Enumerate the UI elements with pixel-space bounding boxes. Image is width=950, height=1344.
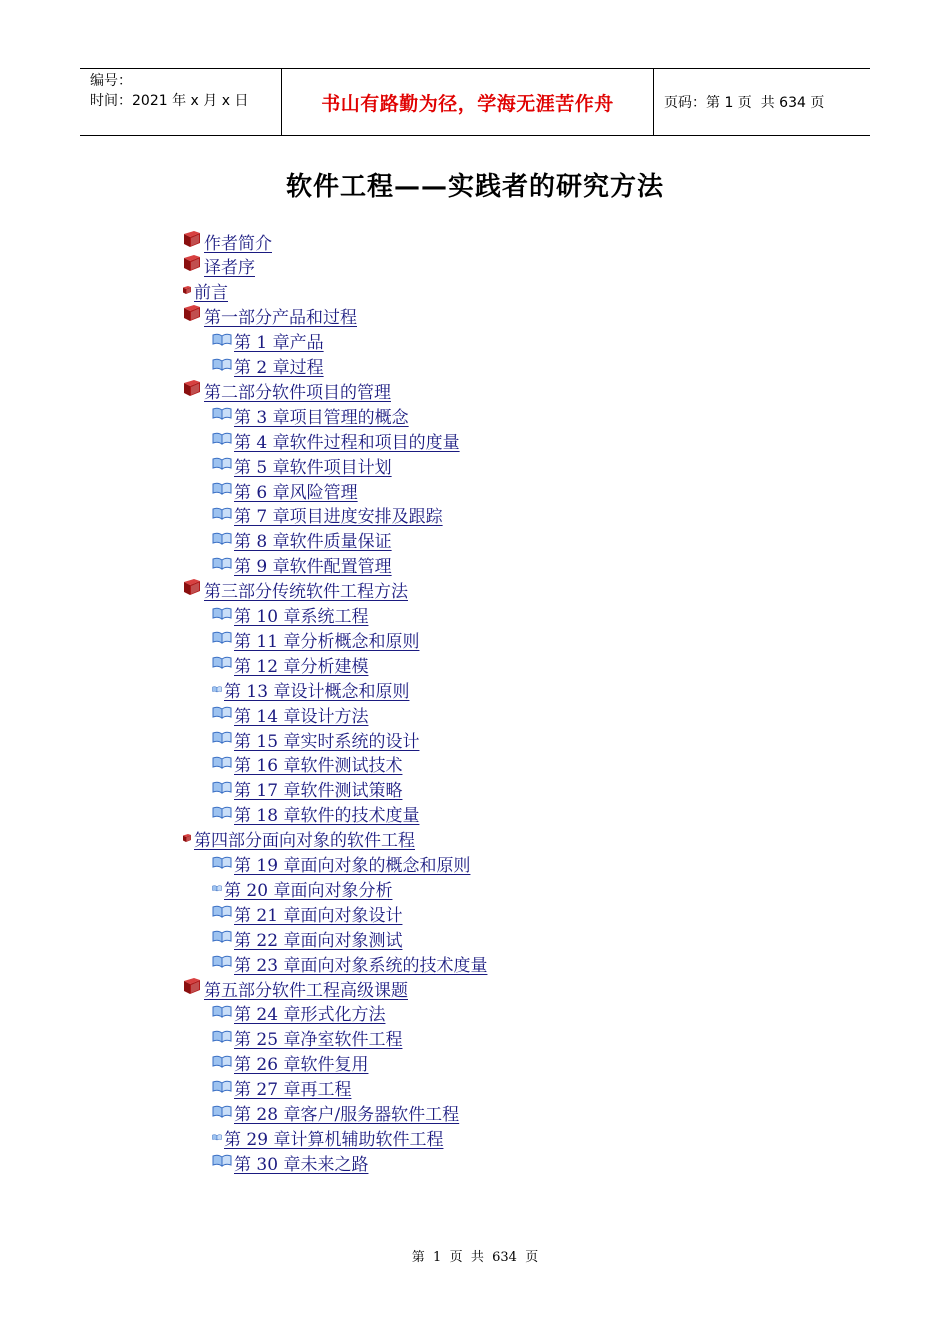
toc-link[interactable]: 第 25 章净室软件工程 bbox=[234, 1030, 403, 1051]
toc-chapter-entry[interactable] bbox=[212, 478, 358, 502]
toc-chapter-entry[interactable] bbox=[212, 1150, 368, 1174]
time-label: 时间：2021 年 x 月 x 日 bbox=[90, 93, 249, 109]
toc-chapter-entry[interactable] bbox=[212, 1076, 351, 1100]
toc-chapter-entry[interactable] bbox=[212, 901, 402, 925]
book-icon bbox=[182, 304, 202, 327]
open-book-icon bbox=[212, 1053, 232, 1073]
toc-chapter-entry[interactable] bbox=[212, 777, 402, 801]
open-book-icon bbox=[212, 405, 232, 425]
toc-chapter-entry[interactable] bbox=[212, 876, 392, 900]
open-book-icon bbox=[212, 654, 232, 674]
toc-link[interactable]: 第 18 章软件的技术度量 bbox=[234, 806, 420, 827]
toc-link[interactable]: 第 6 章风险管理 bbox=[234, 482, 358, 503]
toc-part-entry[interactable] bbox=[182, 378, 391, 402]
toc-link[interactable]: 第 29 章计算机辅助软件工程 bbox=[224, 1129, 444, 1150]
toc-link[interactable]: 第四部分面向对象的软件工程 bbox=[194, 831, 415, 852]
open-book-icon bbox=[212, 878, 222, 898]
number-label: 编号： bbox=[90, 73, 132, 89]
toc-chapter-entry[interactable] bbox=[212, 1125, 443, 1149]
toc-chapter-entry[interactable] bbox=[212, 453, 392, 477]
toc-part-entry[interactable] bbox=[182, 827, 415, 851]
open-book-icon bbox=[212, 530, 232, 550]
toc-link[interactable]: 作者简介 bbox=[204, 233, 272, 254]
open-book-icon bbox=[212, 605, 232, 625]
open-book-icon bbox=[212, 430, 232, 450]
toc-link[interactable]: 第 5 章软件项目计划 bbox=[234, 457, 392, 478]
toc-part-entry[interactable] bbox=[182, 254, 255, 278]
open-book-icon bbox=[212, 629, 232, 649]
toc-link[interactable]: 第 28 章客户/服务器软件工程 bbox=[234, 1105, 460, 1125]
open-book-icon bbox=[212, 854, 232, 874]
toc-link[interactable]: 前言 bbox=[194, 283, 228, 304]
open-book-icon bbox=[212, 804, 232, 824]
toc-link[interactable]: 第 13 章设计概念和原则 bbox=[224, 681, 410, 702]
toc-link[interactable]: 第 30 章未来之路 bbox=[234, 1154, 369, 1175]
toc-link[interactable]: 第 3 章项目管理的概念 bbox=[234, 407, 409, 428]
toc-chapter-entry[interactable] bbox=[212, 1026, 402, 1050]
open-book-icon bbox=[212, 455, 232, 475]
open-book-icon bbox=[212, 928, 232, 948]
toc-link[interactable]: 第 14 章设计方法 bbox=[234, 706, 369, 727]
toc-link[interactable]: 第 4 章软件过程和项目的度量 bbox=[234, 432, 460, 453]
toc-part-entry[interactable] bbox=[182, 304, 357, 328]
toc-part-entry[interactable] bbox=[182, 279, 228, 303]
open-book-icon bbox=[212, 1078, 232, 1098]
toc-link[interactable]: 第 22 章面向对象测试 bbox=[234, 930, 403, 951]
toc-link[interactable]: 第 2 章过程 bbox=[234, 358, 324, 378]
toc-chapter-entry[interactable] bbox=[212, 627, 419, 651]
toc-chapter-entry[interactable] bbox=[212, 652, 368, 676]
toc-link[interactable]: 译者序 bbox=[204, 258, 255, 279]
open-book-icon bbox=[212, 356, 232, 376]
toc-link[interactable]: 第一部分产品和过程 bbox=[204, 308, 357, 329]
toc-chapter-entry[interactable] bbox=[212, 702, 368, 726]
open-book-icon bbox=[212, 1028, 232, 1048]
toc-chapter-entry[interactable] bbox=[212, 354, 324, 378]
toc-link[interactable]: 第 27 章再工程 bbox=[234, 1080, 352, 1101]
toc-link[interactable]: 第 11 章分析概念和原则 bbox=[234, 631, 420, 652]
open-book-icon bbox=[212, 754, 232, 774]
open-book-icon bbox=[212, 679, 222, 699]
toc-link[interactable]: 第 23 章面向对象系统的技术度量 bbox=[234, 955, 488, 976]
toc-chapter-entry[interactable] bbox=[212, 1051, 368, 1075]
open-book-icon bbox=[212, 1003, 232, 1023]
open-book-icon bbox=[212, 1152, 232, 1172]
toc-link[interactable]: 第 7 章项目进度安排及跟踪 bbox=[234, 507, 443, 528]
toc-chapter-entry[interactable] bbox=[212, 677, 409, 701]
toc-chapter-entry[interactable] bbox=[212, 802, 419, 826]
toc-chapter-entry[interactable] bbox=[212, 553, 392, 577]
open-book-icon bbox=[212, 903, 232, 923]
header-page-info bbox=[654, 69, 870, 135]
open-book-icon bbox=[212, 1127, 222, 1147]
toc-chapter-entry[interactable] bbox=[212, 428, 460, 452]
open-book-icon bbox=[212, 555, 232, 575]
open-book-icon bbox=[212, 480, 232, 500]
toc-chapter-entry[interactable] bbox=[212, 1001, 385, 1025]
toc-part-entry[interactable] bbox=[182, 229, 272, 253]
open-book-icon bbox=[212, 704, 232, 724]
open-book-icon bbox=[212, 331, 232, 351]
toc-link[interactable]: 第 24 章形式化方法 bbox=[234, 1005, 386, 1026]
toc-chapter-entry[interactable] bbox=[212, 403, 409, 427]
toc-link[interactable]: 第 10 章系统工程 bbox=[234, 607, 369, 627]
book-icon bbox=[182, 829, 192, 849]
open-book-icon bbox=[212, 505, 232, 525]
toc-link[interactable]: 第 12 章分析建模 bbox=[234, 656, 369, 677]
footer-page-number: 第 1 页 共 634 页 bbox=[411, 1250, 539, 1265]
book-icon bbox=[182, 379, 202, 402]
toc-chapter-entry[interactable] bbox=[212, 528, 392, 552]
toc-part-entry[interactable] bbox=[182, 578, 408, 602]
toc-link[interactable]: 第五部分软件工程高级课题 bbox=[204, 980, 408, 1001]
toc-link[interactable]: 第 1 章产品 bbox=[234, 333, 324, 354]
toc-link[interactable]: 第三部分传统软件工程方法 bbox=[204, 582, 408, 603]
book-icon bbox=[182, 578, 202, 601]
book-icon bbox=[182, 230, 202, 253]
book-icon bbox=[182, 281, 192, 301]
open-book-icon bbox=[212, 729, 232, 749]
toc-link[interactable]: 第 9 章软件配置管理 bbox=[234, 557, 392, 578]
document-title: 软件工程——实践者的研究方法 bbox=[285, 172, 664, 202]
toc-part-entry[interactable] bbox=[182, 976, 408, 1000]
toc-chapter-entry[interactable] bbox=[212, 852, 470, 876]
toc-link[interactable]: 第 26 章软件复用 bbox=[234, 1055, 369, 1076]
toc-link[interactable]: 第 16 章软件测试技术 bbox=[234, 756, 403, 777]
toc-link[interactable]: 第 19 章面向对象的概念和原则 bbox=[234, 856, 471, 876]
toc-link[interactable]: 第 15 章实时系统的设计 bbox=[234, 731, 420, 752]
toc-chapter-entry[interactable] bbox=[212, 329, 324, 353]
toc-link[interactable]: 第 20 章面向对象分析 bbox=[224, 880, 393, 901]
header-motto: 书山有路勤为径，学海无涯苦作舟 bbox=[281, 69, 654, 135]
toc-chapter-entry[interactable] bbox=[212, 951, 487, 975]
header-meta bbox=[80, 69, 281, 135]
toc-chapter-entry[interactable] bbox=[212, 603, 368, 627]
page-label: 页码：第 1 页 共 634 页 bbox=[664, 95, 825, 111]
book-icon bbox=[182, 254, 202, 277]
toc-chapter-entry[interactable] bbox=[212, 1101, 459, 1125]
page-footer bbox=[0, 1246, 950, 1265]
toc-chapter-entry[interactable] bbox=[212, 752, 402, 776]
toc-chapter-entry[interactable] bbox=[212, 727, 419, 751]
open-book-icon bbox=[212, 953, 232, 973]
book-icon bbox=[182, 977, 202, 1000]
toc-link[interactable]: 第 21 章面向对象设计 bbox=[234, 905, 403, 926]
toc-link[interactable]: 第二部分软件项目的管理 bbox=[204, 382, 391, 403]
header-table bbox=[80, 68, 870, 136]
toc-link[interactable]: 第 8 章软件质量保证 bbox=[234, 532, 392, 553]
open-book-icon bbox=[212, 779, 232, 799]
open-book-icon bbox=[212, 1103, 232, 1123]
toc-link[interactable]: 第 17 章软件测试策略 bbox=[234, 781, 403, 802]
toc-chapter-entry[interactable] bbox=[212, 503, 443, 527]
toc-chapter-entry[interactable] bbox=[212, 926, 402, 950]
